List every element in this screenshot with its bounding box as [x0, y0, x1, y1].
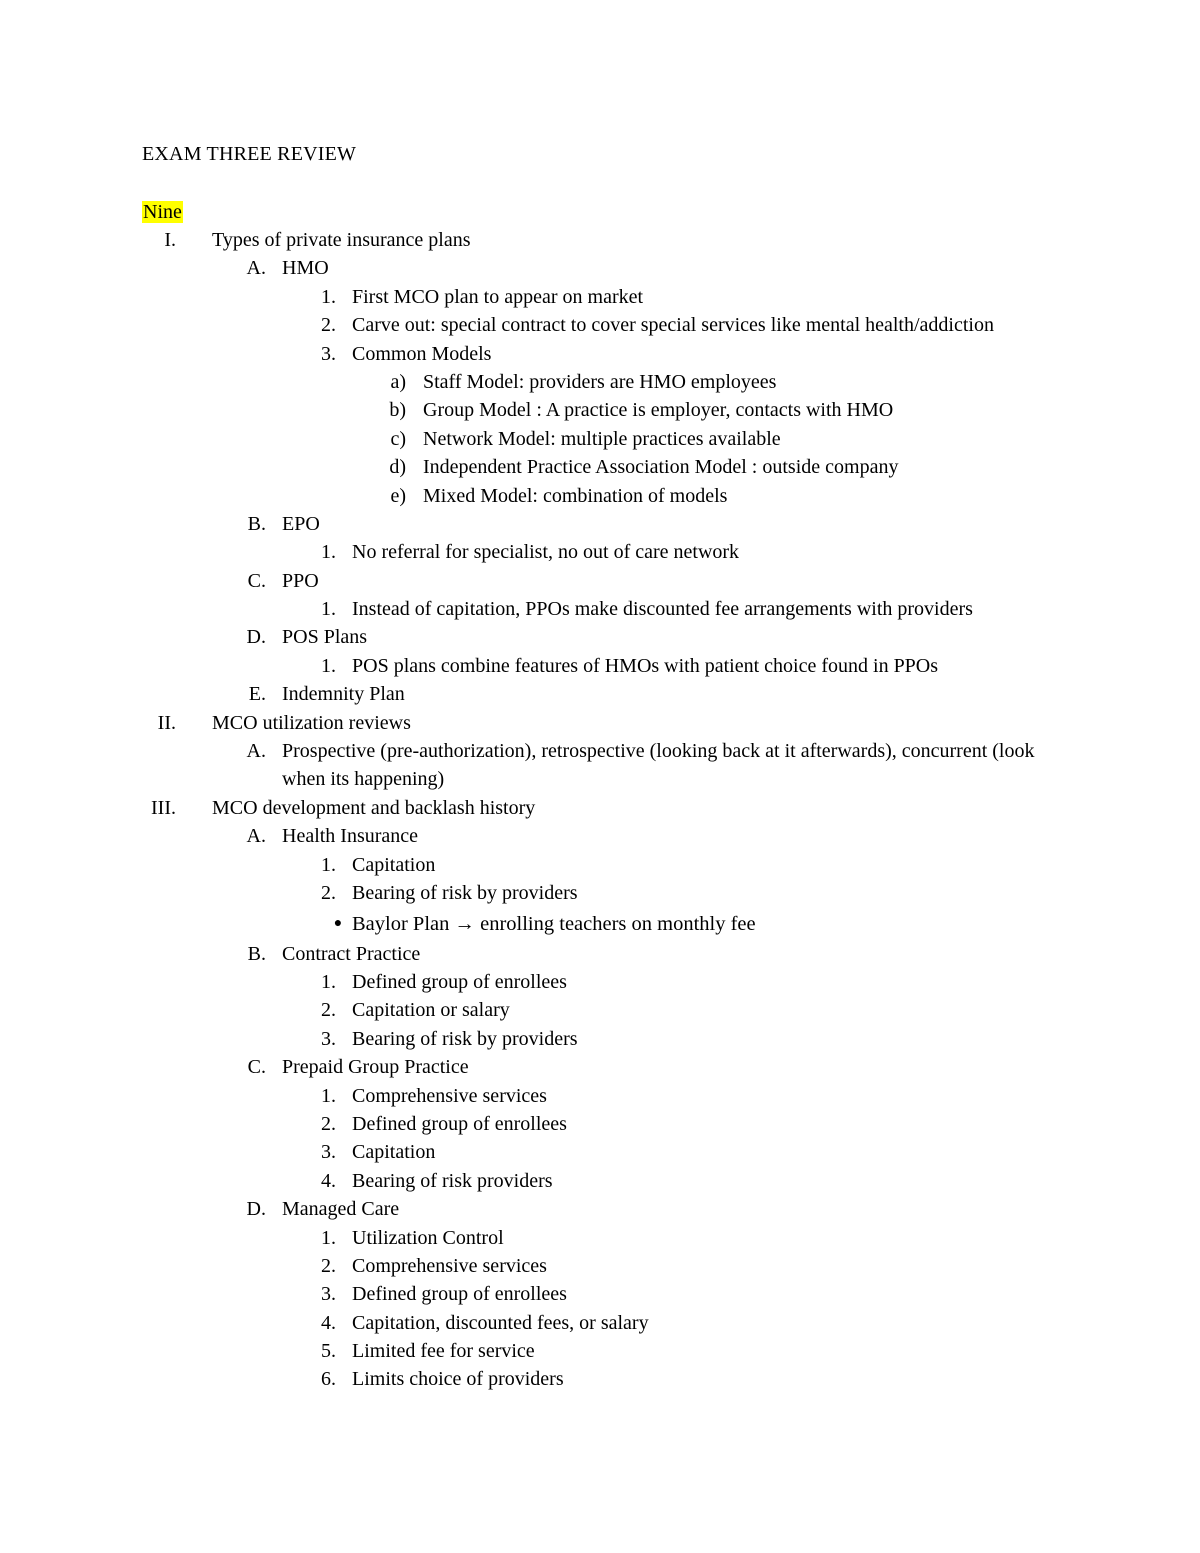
outline-text: Capitation [352, 1141, 436, 1164]
outline-text: Common Models [352, 342, 492, 365]
outline-item-level-3 [0, 879, 1200, 907]
outline-item-level-3 [0, 595, 1200, 623]
outline-item-level-2 [0, 737, 1200, 794]
outline-marker: D. [246, 626, 266, 649]
outline-item-level-4 [0, 482, 1200, 510]
outline-text: Baylor Plan → enrolling teachers on monthly fee [352, 912, 756, 935]
outline-item-level-2 [0, 680, 1200, 708]
outline-text: Capitation or salary [352, 999, 510, 1022]
outline-text: Comprehensive services [352, 1254, 547, 1277]
outline-text: Managed Care [282, 1198, 400, 1221]
outline-marker: 4. [321, 1311, 336, 1334]
outline-text: Independent Practice Association Model : outside company [423, 456, 899, 479]
outline-text: Limited fee for service [352, 1340, 535, 1363]
outline-marker: C. [247, 569, 266, 592]
outline-marker: 1. [321, 541, 336, 564]
outline-marker: II. [157, 711, 176, 734]
outline-item-level-2 [0, 822, 1200, 850]
outline-item-level-3 [0, 283, 1200, 311]
outline-text: Utilization Control [352, 1226, 504, 1249]
outline-item-level-3 [0, 851, 1200, 879]
outline-marker: 1. [321, 1226, 336, 1249]
outline-marker: 1. [321, 1084, 336, 1107]
outline-text: Bearing of risk providers [352, 1169, 553, 1192]
outline-marker: 2. [321, 1254, 336, 1277]
outline-item-level-3 [0, 1337, 1200, 1365]
outline-text: Mixed Model: combination of models [423, 484, 728, 507]
outline-marker: 1. [321, 285, 336, 308]
outline-text: Carve out: special contract to cover special services like mental health/addiction [352, 314, 994, 337]
outline-item-level-1 [0, 226, 1200, 254]
outline-marker: A. [246, 825, 266, 848]
outline-item-level-2 [0, 940, 1200, 968]
outline-text: Prospective (pre-authorization), retrospective (looking back at it afterwards), concurrent (look when its happening) [282, 740, 1035, 791]
outline-item-level-1 [0, 709, 1200, 737]
outline-marker: A. [246, 257, 266, 280]
outline-marker: 3. [321, 1283, 336, 1306]
outline-marker: B. [247, 942, 266, 965]
outline-list [0, 226, 1200, 1394]
outline-text: EPO [282, 512, 320, 535]
outline-item-level-3 [0, 1167, 1200, 1195]
outline-marker: 2. [321, 1112, 336, 1135]
outline-item-level-3 [0, 1082, 1200, 1110]
outline-text: Network Model: multiple practices available [423, 427, 781, 450]
outline-text: MCO utilization reviews [212, 711, 411, 734]
outline-item-level-4 [0, 396, 1200, 424]
outline-marker: e) [390, 484, 406, 507]
outline-text: POS Plans [282, 626, 368, 649]
outline-marker: d) [389, 456, 406, 479]
section-heading-highlight: Nine [143, 201, 182, 223]
outline-text: Health Insurance [282, 825, 419, 848]
outline-item-level-3 [0, 1309, 1200, 1337]
outline-item-level-3 [0, 1110, 1200, 1138]
outline-item-level-4 [0, 368, 1200, 396]
outline-item-level-3 [0, 1252, 1200, 1280]
outline-text: Instead of capitation, PPOs make discounted fee arrangements with providers [352, 598, 973, 621]
outline-text: Prepaid Group Practice [282, 1056, 469, 1079]
outline-marker: C. [247, 1056, 266, 1079]
outline-item-level-3 [0, 311, 1200, 339]
outline-marker: E. [248, 683, 266, 706]
outline-marker: 3. [321, 1027, 336, 1050]
outline-text: Capitation, discounted fees, or salary [352, 1311, 649, 1334]
outline-item-level-3 [0, 538, 1200, 566]
outline-item-level-3 [0, 1224, 1200, 1252]
outline-marker: b) [389, 399, 406, 422]
outline-item-level-3 [0, 1138, 1200, 1166]
outline-text: Bearing of risk by providers [352, 1027, 578, 1050]
document-title: EXAM THREE REVIEW [142, 143, 357, 165]
outline-text: PPO [282, 569, 319, 592]
outline-marker: 2. [321, 999, 336, 1022]
outline-marker: D. [246, 1198, 266, 1221]
outline-marker: a) [390, 370, 406, 393]
outline-item-level-2 [0, 510, 1200, 538]
outline-item-level-4 [0, 425, 1200, 453]
outline-text: Contract Practice [282, 942, 421, 965]
outline-marker: 4. [321, 1169, 336, 1192]
outline-marker: 1. [321, 970, 336, 993]
outline-text: Types of private insurance plans [212, 229, 471, 251]
outline-item-level-3 [0, 340, 1200, 368]
outline-text: No referral for specialist, no out of care network [352, 541, 740, 564]
outline-marker: 5. [321, 1340, 336, 1363]
outline-marker: A. [246, 740, 266, 763]
outline-text: Staff Model: providers are HMO employees [423, 370, 777, 393]
outline-item-level-1 [0, 794, 1200, 822]
outline-item-level-2 [0, 1195, 1200, 1223]
outline-marker: 6. [321, 1368, 336, 1391]
outline-marker: 3. [321, 1141, 336, 1164]
outline-text: HMO [282, 257, 329, 280]
outline-marker: 3. [321, 342, 336, 365]
outline-marker: I. [164, 229, 176, 251]
outline-text: Defined group of enrollees [352, 970, 567, 993]
outline-text: Limits choice of providers [352, 1368, 564, 1391]
outline-item-level-3 [0, 908, 1200, 940]
outline-text: MCO development and backlash history [212, 797, 536, 820]
outline-text: Bearing of risk by providers [352, 882, 578, 905]
section-heading [142, 198, 183, 226]
outline-item-level-2 [0, 254, 1200, 282]
outline-item-level-3 [0, 1365, 1200, 1393]
outline-text: Defined group of enrollees [352, 1112, 567, 1135]
outline-item-level-3 [0, 1025, 1200, 1053]
outline-marker: 2. [321, 314, 336, 337]
outline-item-level-2 [0, 567, 1200, 595]
outline-text: POS plans combine features of HMOs with patient choice found in PPOs [352, 654, 939, 677]
outline-marker: III. [151, 797, 176, 820]
outline-text: Defined group of enrollees [352, 1283, 567, 1306]
outline-item-level-2 [0, 1053, 1200, 1081]
outline-item-level-2 [0, 623, 1200, 651]
outline-text: Indemnity Plan [282, 683, 405, 706]
outline-item-level-3 [0, 968, 1200, 996]
outline-text: Group Model : A practice is employer, contacts with HMO [423, 399, 894, 422]
outline-marker: c) [390, 427, 406, 450]
outline-marker: B. [247, 512, 266, 535]
outline-text: Comprehensive services [352, 1084, 547, 1107]
outline-marker: 1. [321, 598, 336, 621]
outline-marker: 1. [321, 654, 336, 677]
outline-marker: 2. [321, 882, 336, 905]
bullet-marker: ● [333, 915, 343, 931]
outline-text: Capitation [352, 853, 436, 876]
outline-item-level-3 [0, 652, 1200, 680]
outline-item-level-3 [0, 1280, 1200, 1308]
outline-text: First MCO plan to appear on market [352, 285, 644, 308]
outline-item-level-4 [0, 453, 1200, 481]
outline-item-level-3 [0, 996, 1200, 1024]
outline-marker: 1. [321, 853, 336, 876]
